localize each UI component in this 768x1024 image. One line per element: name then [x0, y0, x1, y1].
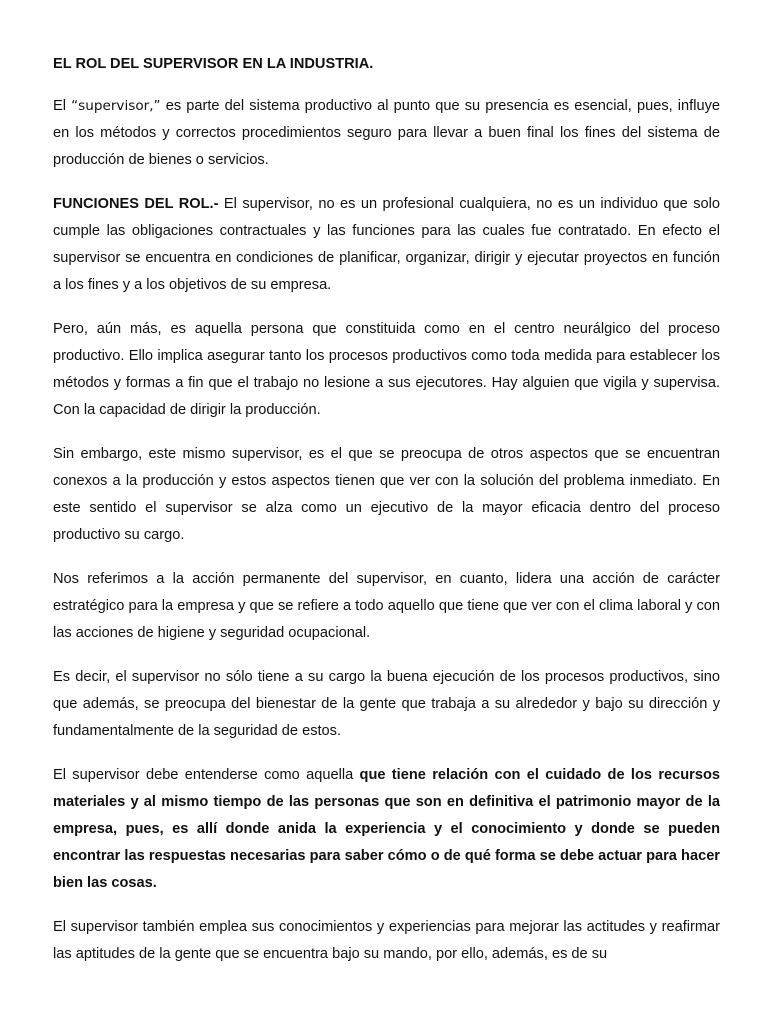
supervisor-term: “supervisor,”	[71, 98, 161, 114]
paragraph-1-lead: El	[53, 98, 72, 114]
section-heading-funciones: FUNCIONES DEL ROL.-	[53, 196, 219, 212]
paragraph-1-text: es parte del sistema productivo al punto que su presencia es esencial, pues, influye en los métodos y correctos procedimientos seguro para llevar a buen final los fines del sistema de producción de bienes o servicios.	[53, 98, 720, 168]
paragraph-7-lead: El supervisor debe entenderse como aquella	[53, 767, 360, 783]
paragraph-1	[53, 93, 720, 174]
document-body	[53, 52, 720, 985]
document-title: EL ROL DEL SUPERVISOR EN LA INDUSTRIA.	[53, 56, 374, 72]
paragraph-8: El supervisor también emplea sus conocimientos y experiencias para mejorar las actitudes y reafirmar las aptitudes de la gente que se encuentra bajo su mando, por ello, además, es de su	[53, 919, 720, 962]
paragraph-2-text: El supervisor, no es un profesional cualquiera, no es un individuo que solo cumple las obligaciones contractuales y las funciones para las cuales fue contratado. En efecto el supervisor se encuentra en condiciones de planificar, organizar, dirigir y ejecutar proyectos en función a los fines y a los objetivos de su empresa.	[53, 196, 720, 293]
paragraph-3: Pero, aún más, es aquella persona que constituida como en el centro neurálgico del proceso productivo. Ello implica asegurar tanto los procesos productivos como toda medida para establecer los métodos y formas a fin que el trabajo no lesione a sus ejecutores. Hay alguien que vigila y supervisa. Con la capacidad de dirigir la producción.	[53, 321, 720, 418]
paragraph-2	[53, 191, 720, 299]
paragraph-4: Sin embargo, este mismo supervisor, es el que se preocupa de otros aspectos que se encuentran conexos a la producción y estos aspectos tienen que ver con la solución del problema inmediato. En este sentido el supervisor se alza como un ejecutivo de la mayor eficacia dentro del proceso productivo su cargo.	[53, 446, 720, 543]
paragraph-7	[53, 762, 720, 897]
paragraph-5: Nos referimos a la acción permanente del supervisor, en cuanto, lidera una acción de carácter estratégico para la empresa y que se refiere a todo aquello que tiene que ver con el clima laboral y con las acciones de higiene y seguridad ocupacional.	[53, 571, 720, 641]
paragraph-6: Es decir, el supervisor no sólo tiene a su cargo la buena ejecución de los procesos productivos, sino que además, se preocupa del bienestar de la gente que trabaja a su alrededor y bajo su dirección y fundamentalmente de la seguridad de estos.	[53, 669, 720, 739]
paragraph-7-emphasis: que tiene relación con el cuidado de los recursos materiales y al mismo tiempo de las personas que son en definitiva el patrimonio mayor de la empresa, pues, es allí donde anida la experiencia y el conocimiento y donde se pueden encontrar las respuestas necesarias para saber cómo o de qué forma se debe actuar para hacer bien las cosas.	[53, 767, 720, 891]
